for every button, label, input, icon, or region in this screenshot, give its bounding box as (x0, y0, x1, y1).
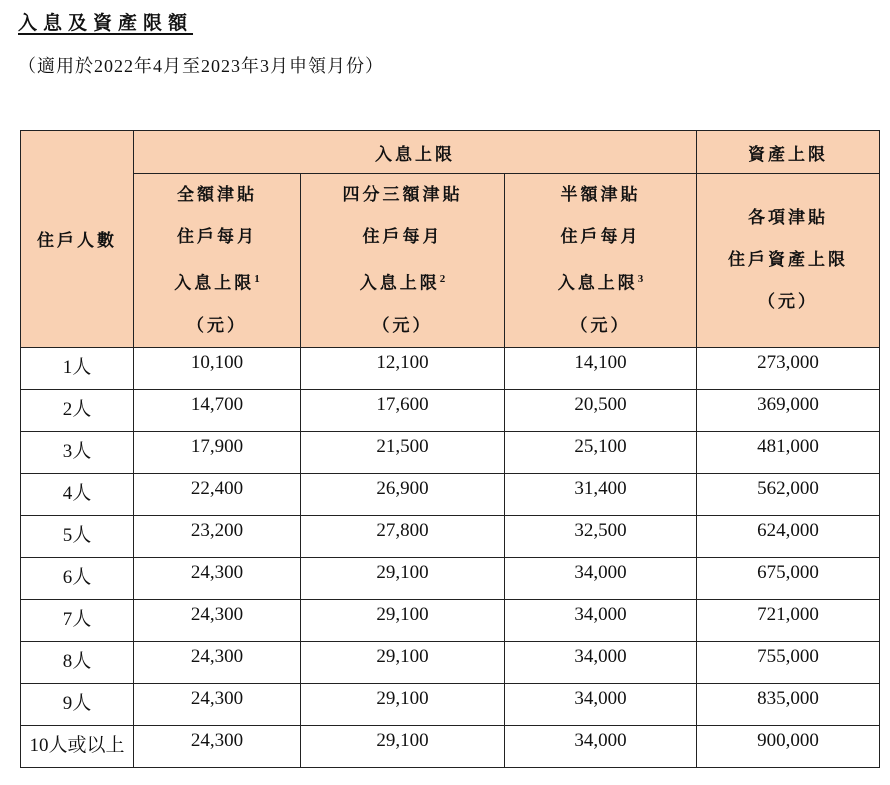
income-asset-limits-table (20, 130, 880, 768)
header-half-allowance: 半額津貼 住戶每月 入息上限$^3$ （元） (505, 174, 697, 348)
half-allowance-cell: 14,100 (505, 347, 697, 389)
full-allowance-cell: 24,300 (134, 599, 301, 641)
household-size-cell: 6人 (21, 557, 134, 599)
full-allowance-cell: 24,300 (134, 557, 301, 599)
header-full-allowance: 全額津貼 住戶每月 入息上限$^1$ （元） (134, 174, 301, 348)
table-row (21, 515, 880, 557)
asset-limit-cell: 481,000 (697, 431, 880, 473)
three-quarter-allowance-cell: 29,100 (301, 641, 505, 683)
household-size-cell: 9人 (21, 683, 134, 725)
full-allowance-cell: 17,900 (134, 431, 301, 473)
table-row (21, 389, 880, 431)
three-quarter-allowance-cell: 27,800 (301, 515, 505, 557)
three-quarter-allowance-cell: 26,900 (301, 473, 505, 515)
asset-limit-cell: 369,000 (697, 389, 880, 431)
asset-limit-cell: 835,000 (697, 683, 880, 725)
table-row (21, 641, 880, 683)
three-quarter-allowance-cell: 29,100 (301, 599, 505, 641)
table-row (21, 431, 880, 473)
table-row (21, 599, 880, 641)
full-allowance-cell: 14,700 (134, 389, 301, 431)
footnote-marker: 2 (439, 273, 446, 285)
asset-limit-cell: 273,000 (697, 347, 880, 389)
applicable-period: （適用於2022年4月至2023年3月申領月份） (18, 56, 384, 76)
half-allowance-cell: 34,000 (505, 599, 697, 641)
household-size-cell: 4人 (21, 473, 134, 515)
household-size-cell: 2人 (21, 389, 134, 431)
half-allowance-cell: 25,100 (505, 431, 697, 473)
table-row (21, 683, 880, 725)
full-allowance-cell: 24,300 (134, 641, 301, 683)
full-allowance-cell: 22,400 (134, 473, 301, 515)
table-row (21, 473, 880, 515)
header-asset-limit: 資產上限 (697, 131, 880, 174)
household-size-cell: 5人 (21, 515, 134, 557)
header-income-limit: 入息上限 (134, 131, 697, 174)
three-quarter-allowance-cell: 12,100 (301, 347, 505, 389)
footnote-marker: 3 (637, 273, 644, 285)
full-allowance-cell: 24,300 (134, 683, 301, 725)
three-quarter-allowance-cell: 29,100 (301, 725, 505, 767)
three-quarter-allowance-cell: 21,500 (301, 431, 505, 473)
asset-limit-cell: 721,000 (697, 599, 880, 641)
table-row (21, 347, 880, 389)
table-row (21, 725, 880, 767)
household-size-cell: 1人 (21, 347, 134, 389)
half-allowance-cell: 34,000 (505, 557, 697, 599)
asset-limit-cell: 755,000 (697, 641, 880, 683)
full-allowance-cell: 23,200 (134, 515, 301, 557)
half-allowance-cell: 34,000 (505, 725, 697, 767)
full-allowance-cell: 24,300 (134, 725, 301, 767)
asset-limit-cell: 675,000 (697, 557, 880, 599)
three-quarter-allowance-cell: 29,100 (301, 683, 505, 725)
header-household-size: 住戶人數 (21, 131, 134, 348)
asset-limit-cell: 562,000 (697, 473, 880, 515)
household-size-cell: 8人 (21, 641, 134, 683)
half-allowance-cell: 31,400 (505, 473, 697, 515)
household-size-cell: 10人或以上 (21, 725, 134, 767)
asset-limit-cell: 900,000 (697, 725, 880, 767)
three-quarter-allowance-cell: 29,100 (301, 557, 505, 599)
three-quarter-allowance-cell: 17,600 (301, 389, 505, 431)
header-three-quarter-allowance: 四分三額津貼 住戶每月 入息上限$^2$ （元） (301, 174, 505, 348)
household-size-cell: 3人 (21, 431, 134, 473)
half-allowance-cell: 34,000 (505, 641, 697, 683)
table-row (21, 557, 880, 599)
half-allowance-cell: 20,500 (505, 389, 697, 431)
household-size-cell: 7人 (21, 599, 134, 641)
page-title: 入息及資產限額 (18, 13, 194, 34)
asset-limit-cell: 624,000 (697, 515, 880, 557)
half-allowance-cell: 32,500 (505, 515, 697, 557)
half-allowance-cell: 34,000 (505, 683, 697, 725)
header-household-asset-limit: 各項津貼 住戶資產上限 （元） (697, 174, 880, 348)
full-allowance-cell: 10,100 (134, 347, 301, 389)
footnote-marker: 1 (254, 273, 260, 285)
